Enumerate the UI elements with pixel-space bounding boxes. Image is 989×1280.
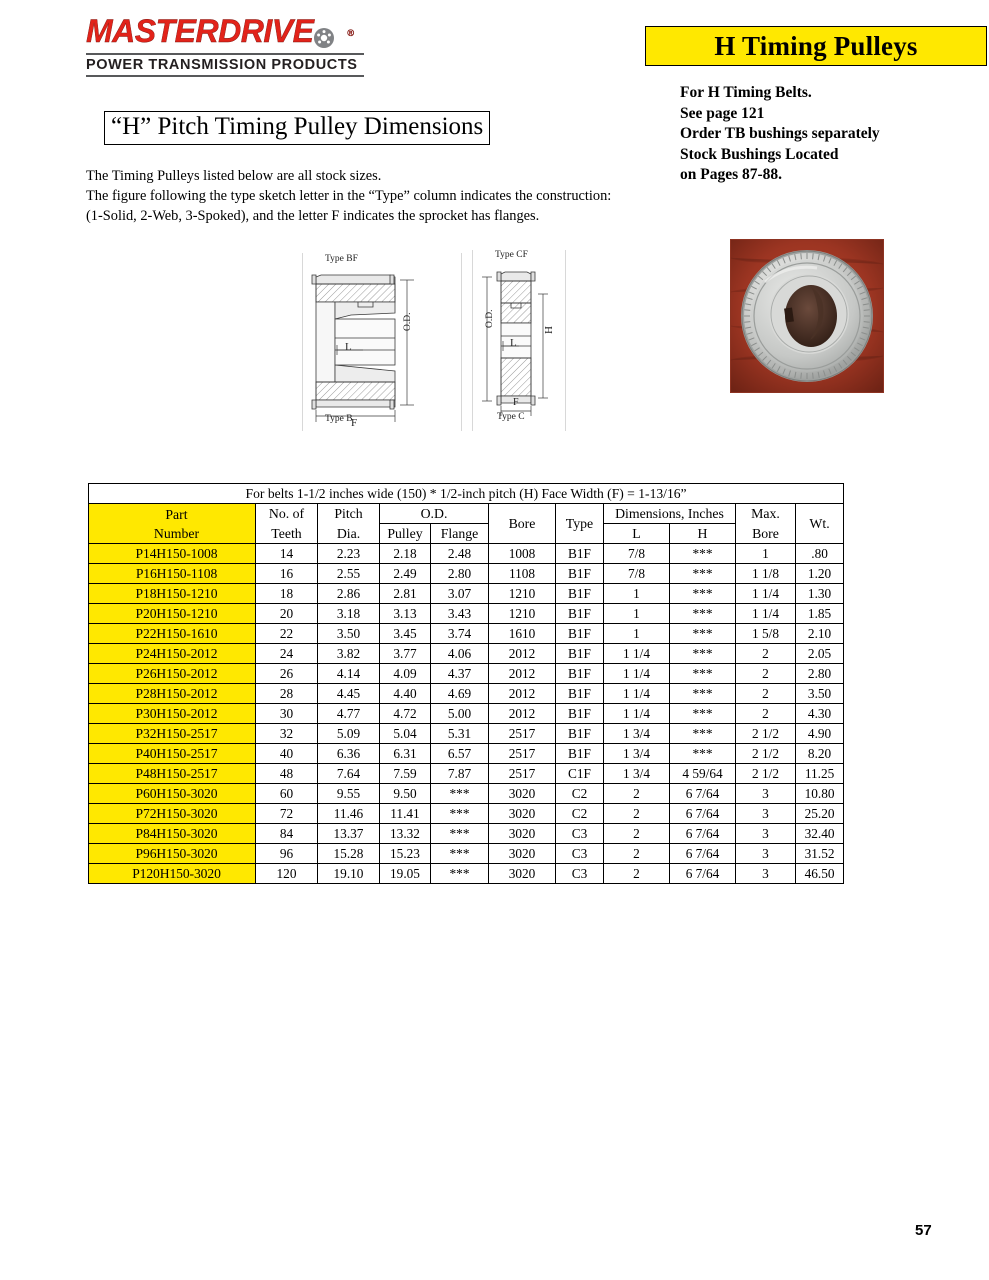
cell-pitch-dia: 2.23 bbox=[318, 544, 380, 564]
cell-dim-l: 2 bbox=[604, 844, 670, 864]
cell-dim-h: *** bbox=[670, 724, 736, 744]
cell-od-pulley: 19.05 bbox=[380, 864, 431, 884]
header-teeth: Teeth bbox=[256, 524, 318, 544]
cell-no-of-teeth: 24 bbox=[256, 644, 318, 664]
cell-type: C3 bbox=[556, 864, 604, 884]
table-row bbox=[89, 784, 844, 804]
cell-od-pulley: 5.04 bbox=[380, 724, 431, 744]
masterdrive-logo bbox=[86, 13, 364, 73]
cell-part-number: P26H150-2012 bbox=[89, 664, 256, 684]
header-part-line1: Part bbox=[165, 506, 188, 522]
cell-od-flange: *** bbox=[431, 784, 489, 804]
intro-line: The Timing Pulleys listed below are all stock sizes. bbox=[86, 168, 382, 184]
cell-max-bore: 1 bbox=[736, 544, 796, 564]
cell-part-number: P60H150-3020 bbox=[89, 784, 256, 804]
table-row bbox=[89, 824, 844, 844]
cell-od-flange: 3.07 bbox=[431, 584, 489, 604]
cell-type: C1F bbox=[556, 764, 604, 784]
cell-pitch-dia: 3.18 bbox=[318, 604, 380, 624]
cell-od-pulley: 2.81 bbox=[380, 584, 431, 604]
cell-dim-h: *** bbox=[670, 604, 736, 624]
timing-pulley-photo bbox=[731, 240, 883, 392]
cell-dim-l: 1 3/4 bbox=[604, 724, 670, 744]
cell-od-flange: *** bbox=[431, 864, 489, 884]
header-bore2: Bore bbox=[736, 524, 796, 544]
cell-od-flange: 2.80 bbox=[431, 564, 489, 584]
cell-od-flange: *** bbox=[431, 824, 489, 844]
cell-od-flange: 4.06 bbox=[431, 644, 489, 664]
cell-max-bore: 2 bbox=[736, 684, 796, 704]
cell-bore: 2012 bbox=[489, 704, 556, 724]
cell-bore: 2012 bbox=[489, 644, 556, 664]
cell-bore: 1108 bbox=[489, 564, 556, 584]
cell-od-pulley: 2.18 bbox=[380, 544, 431, 564]
specifications-table bbox=[88, 483, 844, 884]
cell-bore: 2517 bbox=[489, 764, 556, 784]
cell-type: B1F bbox=[556, 724, 604, 744]
cell-max-bore: 2 1/2 bbox=[736, 764, 796, 784]
cell-bore: 3020 bbox=[489, 804, 556, 824]
cell-od-flange: 4.69 bbox=[431, 684, 489, 704]
table-row bbox=[89, 724, 844, 744]
cell-no-of-teeth: 16 bbox=[256, 564, 318, 584]
cell-part-number: P22H150-1610 bbox=[89, 624, 256, 644]
cell-no-of-teeth: 72 bbox=[256, 804, 318, 824]
table-header-row-1 bbox=[89, 504, 844, 524]
cell-max-bore: 1 5/8 bbox=[736, 624, 796, 644]
cell-od-flange: 7.87 bbox=[431, 764, 489, 784]
cell-max-bore: 2 bbox=[736, 704, 796, 724]
cell-no-of-teeth: 18 bbox=[256, 584, 318, 604]
cell-dim-l: 1 bbox=[604, 624, 670, 644]
cell-od-flange: 3.43 bbox=[431, 604, 489, 624]
cell-dim-h: *** bbox=[670, 664, 736, 684]
table-row bbox=[89, 624, 844, 644]
cell-pitch-dia: 5.09 bbox=[318, 724, 380, 744]
cell-no-of-teeth: 96 bbox=[256, 844, 318, 864]
cell-type: B1F bbox=[556, 544, 604, 564]
cell-max-bore: 1 1/8 bbox=[736, 564, 796, 584]
cell-pitch-dia: 3.50 bbox=[318, 624, 380, 644]
cell-dim-h: *** bbox=[670, 704, 736, 724]
cell-pitch-dia: 3.82 bbox=[318, 644, 380, 664]
cell-dim-h: 6 7/64 bbox=[670, 864, 736, 884]
cell-part-number: P24H150-2012 bbox=[89, 644, 256, 664]
cell-no-of-teeth: 14 bbox=[256, 544, 318, 564]
table-row bbox=[89, 764, 844, 784]
cell-part-number: P28H150-2012 bbox=[89, 684, 256, 704]
type-cf-drawing bbox=[473, 250, 565, 431]
cell-dim-h: *** bbox=[670, 644, 736, 664]
specifications-table-wrap bbox=[88, 483, 843, 884]
cell-type: B1F bbox=[556, 624, 604, 644]
cell-dim-h: 6 7/64 bbox=[670, 784, 736, 804]
table-row bbox=[89, 584, 844, 604]
cell-no-of-teeth: 120 bbox=[256, 864, 318, 884]
cell-dim-l: 2 bbox=[604, 824, 670, 844]
cell-bore: 2012 bbox=[489, 664, 556, 684]
cell-pitch-dia: 4.77 bbox=[318, 704, 380, 724]
cell-type: B1F bbox=[556, 584, 604, 604]
cell-max-bore: 2 bbox=[736, 664, 796, 684]
product-photo bbox=[730, 239, 884, 393]
gear-icon bbox=[313, 18, 354, 52]
type-bf-drawing bbox=[303, 253, 461, 431]
cell-bore: 1210 bbox=[489, 584, 556, 604]
cell-od-flange: 2.48 bbox=[431, 544, 489, 564]
cell-max-bore: 3 bbox=[736, 804, 796, 824]
cell-type: B1F bbox=[556, 644, 604, 664]
table-row bbox=[89, 644, 844, 664]
cell-bore: 3020 bbox=[489, 864, 556, 884]
cell-bore: 1210 bbox=[489, 604, 556, 624]
cell-max-bore: 2 1/2 bbox=[736, 744, 796, 764]
cell-od-flange: 6.57 bbox=[431, 744, 489, 764]
cell-weight: 4.90 bbox=[796, 724, 844, 744]
cell-weight: .80 bbox=[796, 544, 844, 564]
cell-od-pulley: 3.45 bbox=[380, 624, 431, 644]
cell-no-of-teeth: 32 bbox=[256, 724, 318, 744]
brand-wordmark bbox=[86, 14, 364, 52]
cell-bore: 1008 bbox=[489, 544, 556, 564]
registered-mark: ® bbox=[347, 28, 354, 38]
table-row bbox=[89, 664, 844, 684]
cell-dim-l: 2 bbox=[604, 784, 670, 804]
note-line: on Pages 87-88. bbox=[680, 166, 783, 183]
cell-dim-h: *** bbox=[670, 584, 736, 604]
cell-dim-h: *** bbox=[670, 564, 736, 584]
cell-weight: 1.85 bbox=[796, 604, 844, 624]
cell-weight: 31.52 bbox=[796, 844, 844, 864]
cell-bore: 3020 bbox=[489, 784, 556, 804]
cell-max-bore: 3 bbox=[736, 844, 796, 864]
cell-no-of-teeth: 30 bbox=[256, 704, 318, 724]
cell-no-of-teeth: 60 bbox=[256, 784, 318, 804]
cell-dim-l: 1 1/4 bbox=[604, 684, 670, 704]
cell-dim-h: *** bbox=[670, 684, 736, 704]
cell-no-of-teeth: 20 bbox=[256, 604, 318, 624]
cell-no-of-teeth: 84 bbox=[256, 824, 318, 844]
cell-part-number: P20H150-1210 bbox=[89, 604, 256, 624]
cell-max-bore: 3 bbox=[736, 784, 796, 804]
table-banner: For belts 1-1/2 inches wide (150) * 1/2-inch pitch (H) Face Width (F) = 1-13/16” bbox=[89, 484, 844, 504]
header-no-of: No. of bbox=[256, 504, 318, 524]
page-title: H Timing Pulleys bbox=[714, 30, 918, 61]
cell-dim-l: 1 3/4 bbox=[604, 744, 670, 764]
cell-dim-h: *** bbox=[670, 544, 736, 564]
cell-weight: 8.20 bbox=[796, 744, 844, 764]
cell-no-of-teeth: 48 bbox=[256, 764, 318, 784]
cell-weight: 4.30 bbox=[796, 704, 844, 724]
cell-no-of-teeth: 28 bbox=[256, 684, 318, 704]
cell-od-pulley: 11.41 bbox=[380, 804, 431, 824]
figure-dim-f-right: F bbox=[513, 397, 519, 408]
figure-label-type-cf: Type CF bbox=[495, 250, 528, 260]
cell-part-number: P84H150-3020 bbox=[89, 824, 256, 844]
cell-part-number: P30H150-2012 bbox=[89, 704, 256, 724]
table-banner-row bbox=[89, 484, 844, 504]
figure-dim-od-left: O.D. bbox=[403, 312, 413, 331]
cell-type: C3 bbox=[556, 824, 604, 844]
cell-pitch-dia: 13.37 bbox=[318, 824, 380, 844]
logo-divider-top bbox=[86, 53, 364, 55]
header-max: Max. bbox=[736, 504, 796, 524]
header-dims-l: L bbox=[604, 524, 670, 544]
cell-pitch-dia: 11.46 bbox=[318, 804, 380, 824]
cell-type: B1F bbox=[556, 664, 604, 684]
cell-part-number: P48H150-2517 bbox=[89, 764, 256, 784]
cell-od-pulley: 13.32 bbox=[380, 824, 431, 844]
header-od: O.D. bbox=[380, 504, 489, 524]
figure-dim-f-left: F bbox=[351, 417, 358, 429]
cell-dim-l: 7/8 bbox=[604, 564, 670, 584]
cell-part-number: P32H150-2517 bbox=[89, 724, 256, 744]
cell-no-of-teeth: 26 bbox=[256, 664, 318, 684]
intro-paragraph bbox=[86, 166, 686, 226]
cell-bore: 2517 bbox=[489, 724, 556, 744]
cell-type: B1F bbox=[556, 684, 604, 704]
cell-od-flange: 4.37 bbox=[431, 664, 489, 684]
figure-type-cf bbox=[472, 250, 566, 431]
cell-od-pulley: 9.50 bbox=[380, 784, 431, 804]
logo-tagline: POWER TRANSMISSION PRODUCTS bbox=[86, 57, 358, 73]
cell-weight: 46.50 bbox=[796, 864, 844, 884]
cell-part-number: P120H150-3020 bbox=[89, 864, 256, 884]
cell-max-bore: 1 1/4 bbox=[736, 604, 796, 624]
cell-weight: 32.40 bbox=[796, 824, 844, 844]
cell-bore: 3020 bbox=[489, 844, 556, 864]
cell-weight: 3.50 bbox=[796, 684, 844, 704]
cell-pitch-dia: 4.14 bbox=[318, 664, 380, 684]
figure-type-bf bbox=[302, 253, 462, 431]
cell-od-pulley: 4.09 bbox=[380, 664, 431, 684]
cell-type: B1F bbox=[556, 564, 604, 584]
cell-weight: 10.80 bbox=[796, 784, 844, 804]
cell-od-pulley: 3.13 bbox=[380, 604, 431, 624]
cell-pitch-dia: 9.55 bbox=[318, 784, 380, 804]
cell-weight: 2.10 bbox=[796, 624, 844, 644]
table-row bbox=[89, 744, 844, 764]
cell-dim-h: 4 59/64 bbox=[670, 764, 736, 784]
cell-max-bore: 3 bbox=[736, 824, 796, 844]
cell-dim-l: 2 bbox=[604, 804, 670, 824]
note-line: See page 121 bbox=[680, 104, 765, 122]
cell-type: C2 bbox=[556, 784, 604, 804]
cell-od-pulley: 3.77 bbox=[380, 644, 431, 664]
figure-dim-h-right: H bbox=[543, 326, 555, 334]
note-line: For H Timing Belts. bbox=[680, 84, 812, 101]
cell-dim-l: 2 bbox=[604, 864, 670, 884]
cell-part-number: P72H150-3020 bbox=[89, 804, 256, 824]
cell-od-pulley: 4.40 bbox=[380, 684, 431, 704]
cell-dim-h: 6 7/64 bbox=[670, 824, 736, 844]
intro-line: (1-Solid, 2-Web, 3-Spoked), and the letter F indicates the sprocket has flanges. bbox=[86, 208, 540, 224]
header-part-line2: Number bbox=[153, 525, 200, 541]
cell-max-bore: 3 bbox=[736, 864, 796, 884]
cell-part-number: P96H150-3020 bbox=[89, 844, 256, 864]
figure-dim-l-left: L bbox=[345, 341, 352, 353]
figure-label-type-b: Type B bbox=[325, 414, 353, 424]
cell-dim-h: *** bbox=[670, 624, 736, 644]
note-line: Order TB bushings separately bbox=[680, 125, 880, 142]
cell-type: B1F bbox=[556, 604, 604, 624]
cell-max-bore: 2 1/2 bbox=[736, 724, 796, 744]
header-dia: Dia. bbox=[318, 524, 380, 544]
header-dims-h: H bbox=[670, 524, 736, 544]
logo-divider-bottom bbox=[86, 75, 364, 77]
header-pitch: Pitch bbox=[318, 504, 380, 524]
cell-dim-h: 6 7/64 bbox=[670, 804, 736, 824]
cell-od-pulley: 15.23 bbox=[380, 844, 431, 864]
cell-part-number: P40H150-2517 bbox=[89, 744, 256, 764]
figure-label-type-bf: Type BF bbox=[325, 254, 358, 264]
cell-dim-l: 7/8 bbox=[604, 544, 670, 564]
cell-bore: 3020 bbox=[489, 824, 556, 844]
cell-weight: 11.25 bbox=[796, 764, 844, 784]
header-bore: Bore bbox=[489, 504, 556, 544]
cell-weight: 2.80 bbox=[796, 664, 844, 684]
cell-pitch-dia: 7.64 bbox=[318, 764, 380, 784]
cell-weight: 2.05 bbox=[796, 644, 844, 664]
intro-line: The figure following the type sketch letter in the “Type” column indicates the construction: bbox=[86, 188, 612, 204]
cell-type: B1F bbox=[556, 744, 604, 764]
page-title-banner bbox=[645, 26, 987, 66]
cell-part-number: P14H150-1008 bbox=[89, 544, 256, 564]
cell-pitch-dia: 19.10 bbox=[318, 864, 380, 884]
header-od-flange: Flange bbox=[431, 524, 489, 544]
cell-dim-l: 1 bbox=[604, 584, 670, 604]
cell-part-number: P16H150-1108 bbox=[89, 564, 256, 584]
cell-dim-l: 1 3/4 bbox=[604, 764, 670, 784]
table-row bbox=[89, 564, 844, 584]
cell-pitch-dia: 2.86 bbox=[318, 584, 380, 604]
header-type: Type bbox=[556, 504, 604, 544]
table-row bbox=[89, 684, 844, 704]
cell-dim-h: 6 7/64 bbox=[670, 844, 736, 864]
brand-text: MASTERDRIVE bbox=[86, 13, 314, 49]
header-wt: Wt. bbox=[796, 504, 844, 544]
header-dimensions: Dimensions, Inches bbox=[604, 504, 736, 524]
cell-dim-h: *** bbox=[670, 744, 736, 764]
cell-dim-l: 1 1/4 bbox=[604, 644, 670, 664]
section-heading: “H” Pitch Timing Pulley Dimensions bbox=[111, 113, 484, 140]
cell-type: C2 bbox=[556, 804, 604, 824]
cell-dim-l: 1 1/4 bbox=[604, 664, 670, 684]
cell-od-pulley: 4.72 bbox=[380, 704, 431, 724]
cell-od-pulley: 2.49 bbox=[380, 564, 431, 584]
header-od-pulley: Pulley bbox=[380, 524, 431, 544]
cell-type: B1F bbox=[556, 704, 604, 724]
cell-pitch-dia: 6.36 bbox=[318, 744, 380, 764]
table-row bbox=[89, 604, 844, 624]
cell-od-flange: *** bbox=[431, 844, 489, 864]
cell-max-bore: 2 bbox=[736, 644, 796, 664]
section-heading-box bbox=[104, 111, 490, 145]
cell-pitch-dia: 15.28 bbox=[318, 844, 380, 864]
table-row bbox=[89, 864, 844, 884]
cell-no-of-teeth: 40 bbox=[256, 744, 318, 764]
cell-pitch-dia: 4.45 bbox=[318, 684, 380, 704]
table-body bbox=[89, 544, 844, 884]
cell-part-number: P18H150-1210 bbox=[89, 584, 256, 604]
figure-dim-od-right: O.D. bbox=[485, 309, 495, 328]
cell-bore: 1610 bbox=[489, 624, 556, 644]
figure-dim-l-right: L bbox=[510, 337, 517, 349]
table-row bbox=[89, 844, 844, 864]
cell-type: C3 bbox=[556, 844, 604, 864]
cell-od-flange: *** bbox=[431, 804, 489, 824]
cell-od-pulley: 7.59 bbox=[380, 764, 431, 784]
cell-weight: 1.30 bbox=[796, 584, 844, 604]
cell-no-of-teeth: 22 bbox=[256, 624, 318, 644]
cell-od-flange: 5.31 bbox=[431, 724, 489, 744]
page-number: 57 bbox=[915, 1222, 932, 1239]
cell-weight: 25.20 bbox=[796, 804, 844, 824]
cell-pitch-dia: 2.55 bbox=[318, 564, 380, 584]
cell-max-bore: 1 1/4 bbox=[736, 584, 796, 604]
header-notes bbox=[680, 83, 989, 186]
cell-dim-l: 1 bbox=[604, 604, 670, 624]
cell-bore: 2517 bbox=[489, 744, 556, 764]
cell-od-flange: 3.74 bbox=[431, 624, 489, 644]
cell-od-flange: 5.00 bbox=[431, 704, 489, 724]
cell-bore: 2012 bbox=[489, 684, 556, 704]
cell-od-pulley: 6.31 bbox=[380, 744, 431, 764]
table-row bbox=[89, 544, 844, 564]
header-part-number bbox=[89, 504, 256, 544]
note-line: Stock Bushings Located bbox=[680, 145, 839, 163]
cell-weight: 1.20 bbox=[796, 564, 844, 584]
figure-label-type-c: Type C bbox=[497, 412, 525, 422]
table-row bbox=[89, 804, 844, 824]
cell-dim-l: 1 1/4 bbox=[604, 704, 670, 724]
table-row bbox=[89, 704, 844, 724]
